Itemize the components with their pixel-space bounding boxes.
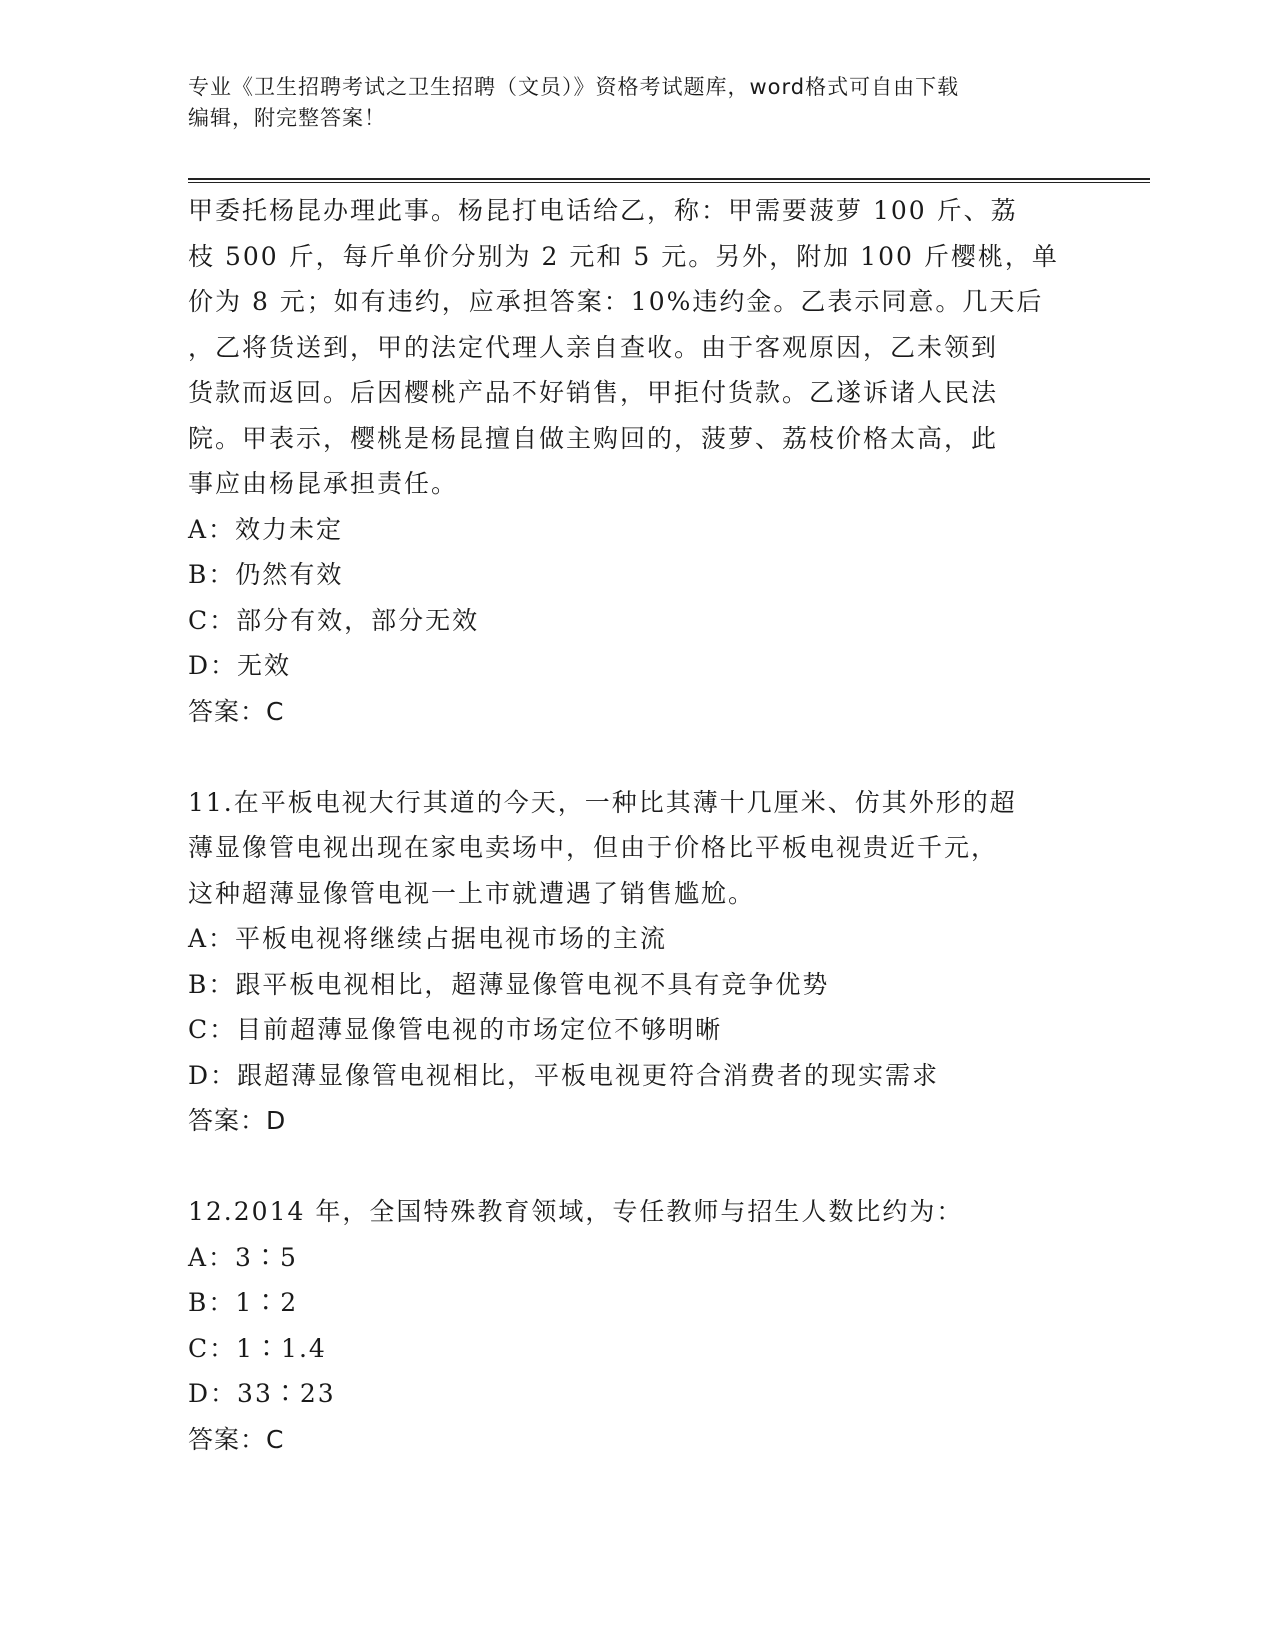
- question-11-line: 11.在平板电视大行其道的今天，一种比其薄十几厘米、仿其外形的超: [188, 787, 1017, 817]
- question-10-text: [188, 188, 1088, 507]
- question-12-text: [188, 1189, 1088, 1235]
- option-c: C：1∶1.4: [188, 1333, 327, 1363]
- answer: 答案：D: [188, 1106, 287, 1135]
- option-b: B：仍然有效: [188, 560, 344, 589]
- question-10-line: 院。甲表示，樱桃是杨昆擅自做主购回的，菠萝、荔枝价格太高，此: [188, 423, 999, 453]
- question-10-line: 甲委托杨昆办理此事。杨昆打电话给乙，称：甲需要菠萝 100 斤、荔: [188, 196, 1018, 225]
- answer: 答案：C: [188, 696, 285, 726]
- option-c: C：部分有效，部分无效: [188, 605, 480, 635]
- question-content: [188, 188, 1088, 1462]
- option-b: B：跟平板电视相比，超薄显像管电视不具有竞争优势: [188, 969, 830, 999]
- option-c: C：目前超薄显像管电视的市场定位不够明晰: [188, 1015, 723, 1044]
- question-11-text: [188, 780, 1088, 917]
- question-10: [188, 188, 1088, 734]
- question-12: [188, 1189, 1088, 1462]
- header-divider: [188, 178, 1150, 183]
- question-11-line: 薄显像管电视出现在家电卖场中，但由于价格比平板电视贵近千元，: [188, 833, 999, 862]
- question-10-line: ，乙将货送到，甲的法定代理人亲自查收。由于客观原因，乙未领到: [188, 332, 999, 362]
- spacer: [188, 1144, 1088, 1190]
- question-10-line: 枝 500 斤，每斤单价分别为 2 元和 5 元。另外，附加 100 斤樱桃，单: [188, 241, 1059, 271]
- document-header: [188, 72, 1088, 134]
- header-line-1: 专业《卫生招聘考试之卫生招聘（文员）》资格考试题库，word格式可自由下载: [188, 75, 960, 99]
- question-10-line: 货款而返回。后因樱桃产品不好销售，甲拒付货款。乙遂诉诸人民法: [188, 378, 999, 407]
- question-10-line: 事应由杨昆承担责任。: [188, 469, 459, 498]
- question-12-line: 12.2014 年，全国特殊教育领域，专任教师与招生人数比约为：: [188, 1197, 964, 1226]
- option-b: B：1∶2: [188, 1288, 299, 1317]
- header-line-2: 编辑，附完整答案！: [188, 106, 386, 130]
- question-10-line: 价为 8 元；如有违约，应承担答案：10%违约金。乙表示同意。几天后: [188, 287, 1044, 316]
- option-a: A：平板电视将继续占据电视市场的主流: [188, 924, 668, 953]
- question-11-line: 这种超薄显像管电视一上市就遭遇了销售尴尬。: [188, 878, 756, 908]
- answer: 答案：C: [188, 1424, 285, 1454]
- option-d: D：33∶23: [188, 1379, 336, 1408]
- spacer: [188, 734, 1088, 780]
- option-a: A：3∶5: [188, 1242, 298, 1272]
- option-a: A：效力未定: [188, 514, 344, 544]
- option-d: D：跟超薄显像管电视相比，平板电视更符合消费者的现实需求: [188, 1060, 940, 1090]
- question-11: [188, 780, 1088, 1144]
- option-d: D：无效: [188, 651, 292, 680]
